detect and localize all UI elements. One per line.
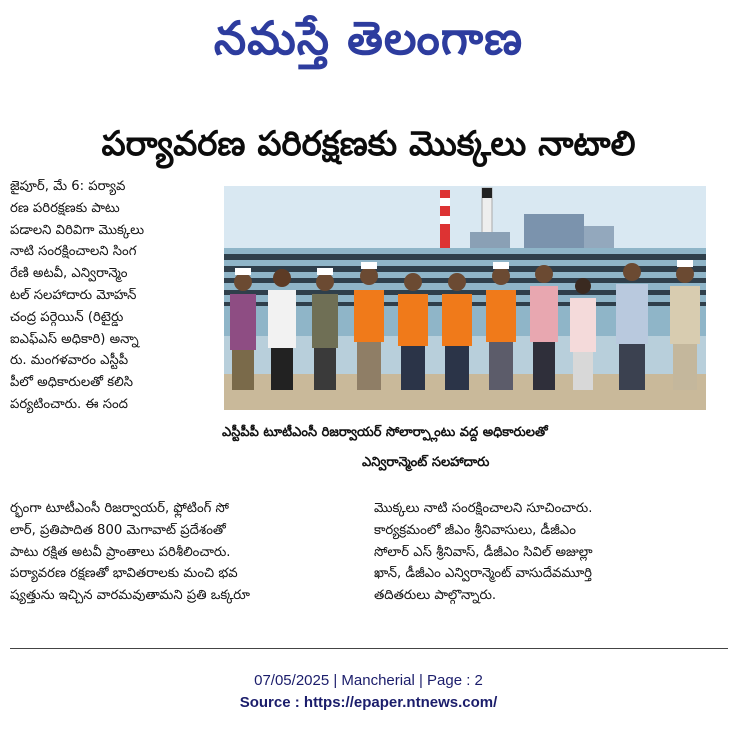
article-photo [224,186,706,410]
footer-source-link[interactable]: Source : https://epaper.ntnews.com/ [239,694,498,711]
article-line: పాటు రక్షిత అటవీ ప్రాంతాలు పరిశీలించారు. [10,544,231,560]
footer-divider [10,648,728,649]
photo-caption [222,418,708,478]
article-line: పర్యావరణ రక్షణతో భావితరాలకు మంచి భవ [10,566,238,582]
article-column-left-bottom [10,498,366,607]
article-line: తదితరులు పాల్గొన్నారు. [374,588,497,604]
article-line: ష్యత్తును ఇచ్చిన వారమవుతామని ప్రతి ఒక్కరూ [10,588,250,604]
article-line: మొక్కలు నాటి సంరక్షించాలని సూచించారు. [374,501,593,516]
article-line: చంద్ర పర్గెయిన్ (రిటైర్డు [10,309,124,325]
article-line: రణ పరిరక్షణకు పాటు [10,200,120,216]
footer-edition-info: 07/05/2025 | Mancherial | Page : 2 [254,672,483,689]
caption-line: ఎస్టీపీపీ టూటీఎంసీ రిజర్వాయర్ సోలార్ప్లాంటు వద్ద అధికారులతో [222,425,548,440]
caption-line: ఎన్విరాన్మెంట్ సలహాదారు [362,455,490,470]
article-line: రు. మంగళవారం ఎస్టీపీ [10,353,129,369]
newspaper-masthead: నమస్తే తెలంగాణ [213,11,524,65]
article-line: ర్భంగా టూటీఎంసీ రిజర్వాయర్, ఫ్లోటింగ్ సో [10,501,229,516]
solar-plant-photo [224,186,706,410]
article-line: పీలో అధికారులతో కలిసి [10,375,134,391]
article-line: నాటి సంరక్షించాలని సింగ [10,244,137,260]
article-headline: పర్యావరణ పరిరక్షణకు మొక్కలు నాటాలి [101,124,636,164]
article-line: టల్ సలహాదారు మోహన్ [10,287,137,303]
article-line: పడాలని విరివిగా మొక్కలు [10,222,145,238]
article-line: రేణి అటవీ, ఎన్విరాన్మెం [10,266,128,282]
article-line: ఐఎఫ్ఎస్ అధికారి) అన్నా [10,331,139,347]
article-line: కార్యక్రమంలో జీఎం శ్రీనివాసులు, డీజీఎం [374,522,576,538]
article-line: జైపూర్, మే 6: పర్యావ [10,179,126,194]
article-line: ఖాన్, డీజీఎం ఎన్విరాన్మెంట్ వాసుదేవమూర్తి [374,566,592,582]
article-line: పర్యటించారు. ఈ సంద [10,396,128,412]
article-line: లార్, ప్రతిపాదిత 800 మెగావాట్ ప్రదేశంతో [10,522,226,538]
article-line: సోలార్ ఎస్ శ్రీనివాస్, డీజీఎం సివిల్ అజుల్లా [374,544,593,560]
article-column-left-top [10,176,224,416]
article-column-right [374,498,710,607]
